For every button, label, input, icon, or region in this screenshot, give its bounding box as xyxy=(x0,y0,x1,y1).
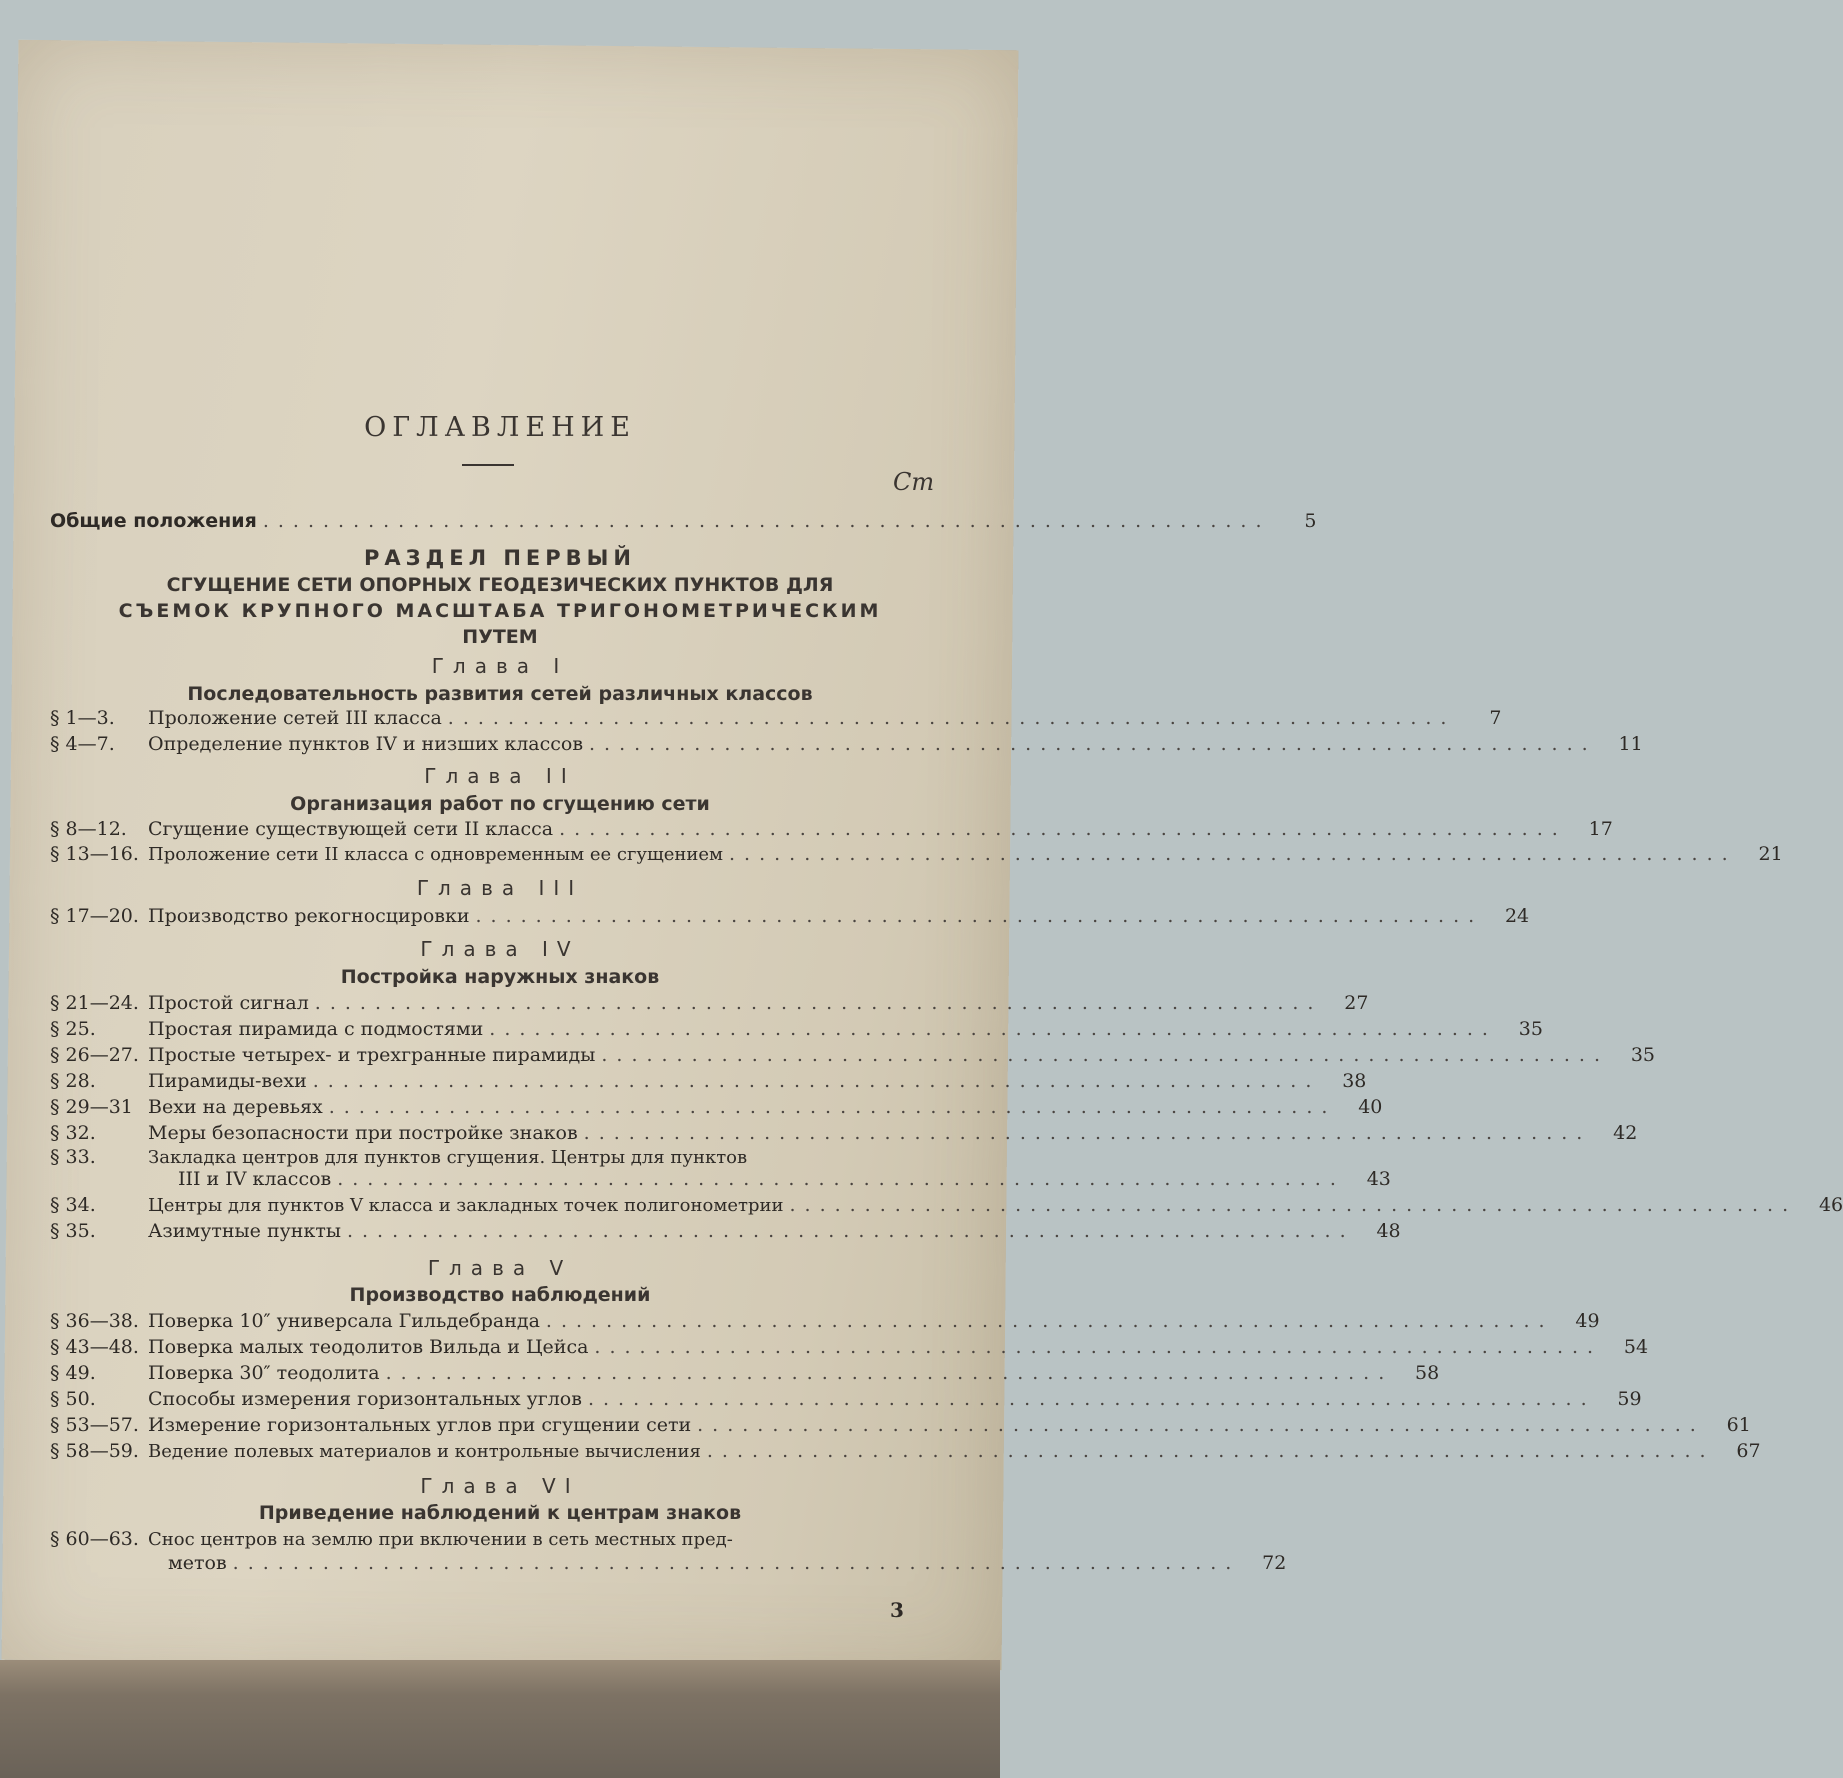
leader-dots: ................................................................... xyxy=(601,1044,1610,1066)
leader-dots: ................................................................... xyxy=(489,1018,1497,1040)
chapter-4-title: Постройка наружных знаков xyxy=(340,966,660,988)
entry-section: § 36—38. xyxy=(50,1310,139,1332)
chapter-2-label: Глава II xyxy=(424,764,576,788)
chapter-6-label: Глава VI xyxy=(420,1474,580,1498)
entry-section: § 25. xyxy=(50,1018,96,1040)
entry-page: 46 xyxy=(1818,1194,1843,1216)
entry-section: § 58—59. xyxy=(50,1440,139,1462)
entry-section: § 4—7. xyxy=(50,733,115,755)
entry-text: III и IV классов xyxy=(178,1168,332,1190)
leader-dots: ................................................................... xyxy=(337,1168,1345,1190)
entry-section: § 29—31 xyxy=(50,1096,133,1118)
entry-text: Поверка 30″ теодолита xyxy=(148,1362,380,1384)
section-title-line1: СГУЩЕНИЕ СЕТИ ОПОРНЫХ ГЕОДЕЗИЧЕСКИХ ПУНКТОВ ДЛЯ xyxy=(166,574,834,596)
entry-section: § 60—63. xyxy=(50,1528,139,1550)
leader-dots: ................................................................... xyxy=(706,1440,1715,1462)
entry-page: 35 xyxy=(1518,1018,1543,1040)
entry-section: § 8—12. xyxy=(50,818,127,840)
entry-page: 58 xyxy=(1415,1362,1440,1384)
entry-page: 21 xyxy=(1758,843,1783,865)
leader-dots: ................................................................... xyxy=(697,1414,1705,1436)
entry-text: Вехи на деревьях xyxy=(148,1096,323,1118)
chapter-5-label: Глава V xyxy=(427,1256,573,1280)
entry-section: § 28. xyxy=(50,1070,96,1092)
chapter-6-title: Приведение наблюдений к центрам знаков xyxy=(258,1502,742,1524)
toc-entry xyxy=(50,905,1530,935)
toc-entry-intro xyxy=(50,510,1317,540)
entry-section: § 21—24. xyxy=(50,992,139,1014)
section-title-line3: ПУТЕМ xyxy=(462,626,538,648)
entry-text: Азимутные пункты xyxy=(148,1220,341,1242)
entry-page: 72 xyxy=(1262,1552,1287,1574)
entry-page: 5 xyxy=(1304,510,1317,532)
entry-page: 17 xyxy=(1588,818,1613,840)
chapter-3-label: Глава III xyxy=(416,876,584,900)
chapter-2-title: Организация работ по сгущению сети xyxy=(290,793,710,815)
entry-page: 40 xyxy=(1358,1096,1383,1118)
leader-dots: ................................................................... xyxy=(583,1122,1592,1144)
entry-page: 27 xyxy=(1344,992,1369,1014)
entry-page: 43 xyxy=(1366,1168,1391,1190)
entry-section: § 35. xyxy=(50,1220,96,1242)
leader-dots: ................................................................... xyxy=(545,1310,1554,1332)
page-number: 3 xyxy=(890,1598,904,1622)
entry-page: 54 xyxy=(1623,1336,1649,1358)
leader-dots: ................................................................... xyxy=(312,1070,1321,1092)
entry-text: Простой сигнал xyxy=(148,992,309,1014)
entry-text: Производство рекогносцировки xyxy=(148,905,470,927)
toc-entry xyxy=(50,843,1783,873)
leader-dots: ................................................................... xyxy=(475,905,1484,927)
leader-dots: ................................................................... xyxy=(589,733,1597,755)
page-column-label: Ст xyxy=(893,468,935,496)
chapter-1-label: Глава I xyxy=(431,654,569,678)
entry-section: § 1—3. xyxy=(50,707,115,729)
leader-dots: ................................................................... xyxy=(346,1220,1355,1242)
toc-entry-continuation xyxy=(50,1552,1287,1582)
entry-text: метов xyxy=(168,1552,227,1574)
entry-text: Проложение сети II класса с одновременным ее сгущением xyxy=(148,844,724,865)
leader-dots: ................................................................... xyxy=(559,818,1567,840)
entry-text: Центры для пунктов V класса и закладных точек полигонометрии xyxy=(148,1195,784,1216)
entry-section: § 50. xyxy=(50,1388,96,1410)
toc-entry xyxy=(50,1220,1401,1250)
entry-text: Поверка 10″ универсала Гильдебранда xyxy=(148,1310,540,1332)
entry-page: 24 xyxy=(1504,905,1530,927)
entry-text: Снос центров на землю при включении в сеть местных пред- xyxy=(148,1529,733,1550)
toc-entry xyxy=(50,1440,1761,1470)
chapter-4-label: Глава IV xyxy=(420,937,580,961)
entry-text: Способы измерения горизонтальных углов xyxy=(148,1388,582,1410)
section-title-line2: СЪЕМОК КРУПНОГО МАСШТАБА ТРИГОНОМЕТРИЧЕСКИМ xyxy=(118,600,882,622)
entry-text: Простая пирамида с подмостями xyxy=(148,1018,484,1040)
entry-text: Пирамиды-вехи xyxy=(148,1070,307,1092)
entry-section: § 33. xyxy=(50,1146,96,1168)
entry-page: 42 xyxy=(1613,1122,1638,1144)
leader-dots: ................................................................... xyxy=(385,1362,1394,1384)
page-title: ОГЛАВЛЕНИЕ xyxy=(364,412,636,443)
entry-page: 49 xyxy=(1575,1310,1600,1332)
chapter-1-title: Последовательность развития сетей различных классов xyxy=(187,683,813,705)
entry-text: Определение пунктов IV и низших классов xyxy=(148,733,584,755)
entry-page: 7 xyxy=(1489,707,1502,729)
entry-page: 48 xyxy=(1376,1220,1401,1242)
entry-page: 67 xyxy=(1736,1440,1761,1462)
entry-text: Измерение горизонтальных углов при сгущении сети xyxy=(148,1414,692,1436)
entry-section: § 34. xyxy=(50,1194,96,1216)
leader-dots: ................................................................... xyxy=(314,992,1323,1014)
entry-text: Закладка центров для пунктов сгущения. Центры для пунктов xyxy=(148,1147,748,1168)
entry-text: Ведение полевых материалов и контрольные вычисления xyxy=(148,1441,701,1462)
leader-dots: ................................................................... xyxy=(789,1194,1798,1216)
entry-page: 61 xyxy=(1726,1414,1751,1436)
chapter-5-title: Производство наблюдений xyxy=(349,1284,651,1306)
entry-text: Проложение сетей III класса xyxy=(148,707,442,729)
leader-dots: ................................................................... xyxy=(328,1096,1337,1118)
toc-entry xyxy=(50,733,1643,763)
section-label: РАЗДЕЛ ПЕРВЫЙ xyxy=(363,546,637,570)
leader-dots: ................................................................... xyxy=(447,707,1456,729)
leader-dots: ................................................................... xyxy=(594,1336,1603,1358)
entry-page: 38 xyxy=(1342,1070,1367,1092)
entry-section: § 26—27. xyxy=(50,1044,139,1066)
leader-dots: ................................................................... xyxy=(232,1552,1241,1574)
title-rule xyxy=(462,464,514,466)
entry-page: 59 xyxy=(1617,1388,1642,1410)
leader-dots: ................................................................... xyxy=(729,843,1737,865)
entry-section: § 49. xyxy=(50,1362,96,1384)
entry-text: Общие положения xyxy=(50,510,257,532)
entry-section: § 17—20. xyxy=(50,905,139,927)
entry-text: Сгущение существующей сети II класса xyxy=(148,818,554,840)
leader-dots: ................................................................... xyxy=(262,510,1271,532)
leader-dots: ................................................................... xyxy=(587,1388,1596,1410)
entry-section: § 53—57. xyxy=(50,1414,139,1436)
entry-text: Поверка малых теодолитов Вильда и Цейса xyxy=(148,1336,589,1358)
entry-page: 11 xyxy=(1618,733,1643,755)
entry-section: § 13—16. xyxy=(50,843,139,865)
entry-section: § 43—48. xyxy=(50,1336,139,1358)
entry-page: 35 xyxy=(1630,1044,1656,1066)
entry-text: Меры безопасности при постройке знаков xyxy=(148,1122,578,1144)
entry-section: § 32. xyxy=(50,1122,96,1144)
entry-text: Простые четырех- и трехгранные пирамиды xyxy=(148,1044,596,1066)
